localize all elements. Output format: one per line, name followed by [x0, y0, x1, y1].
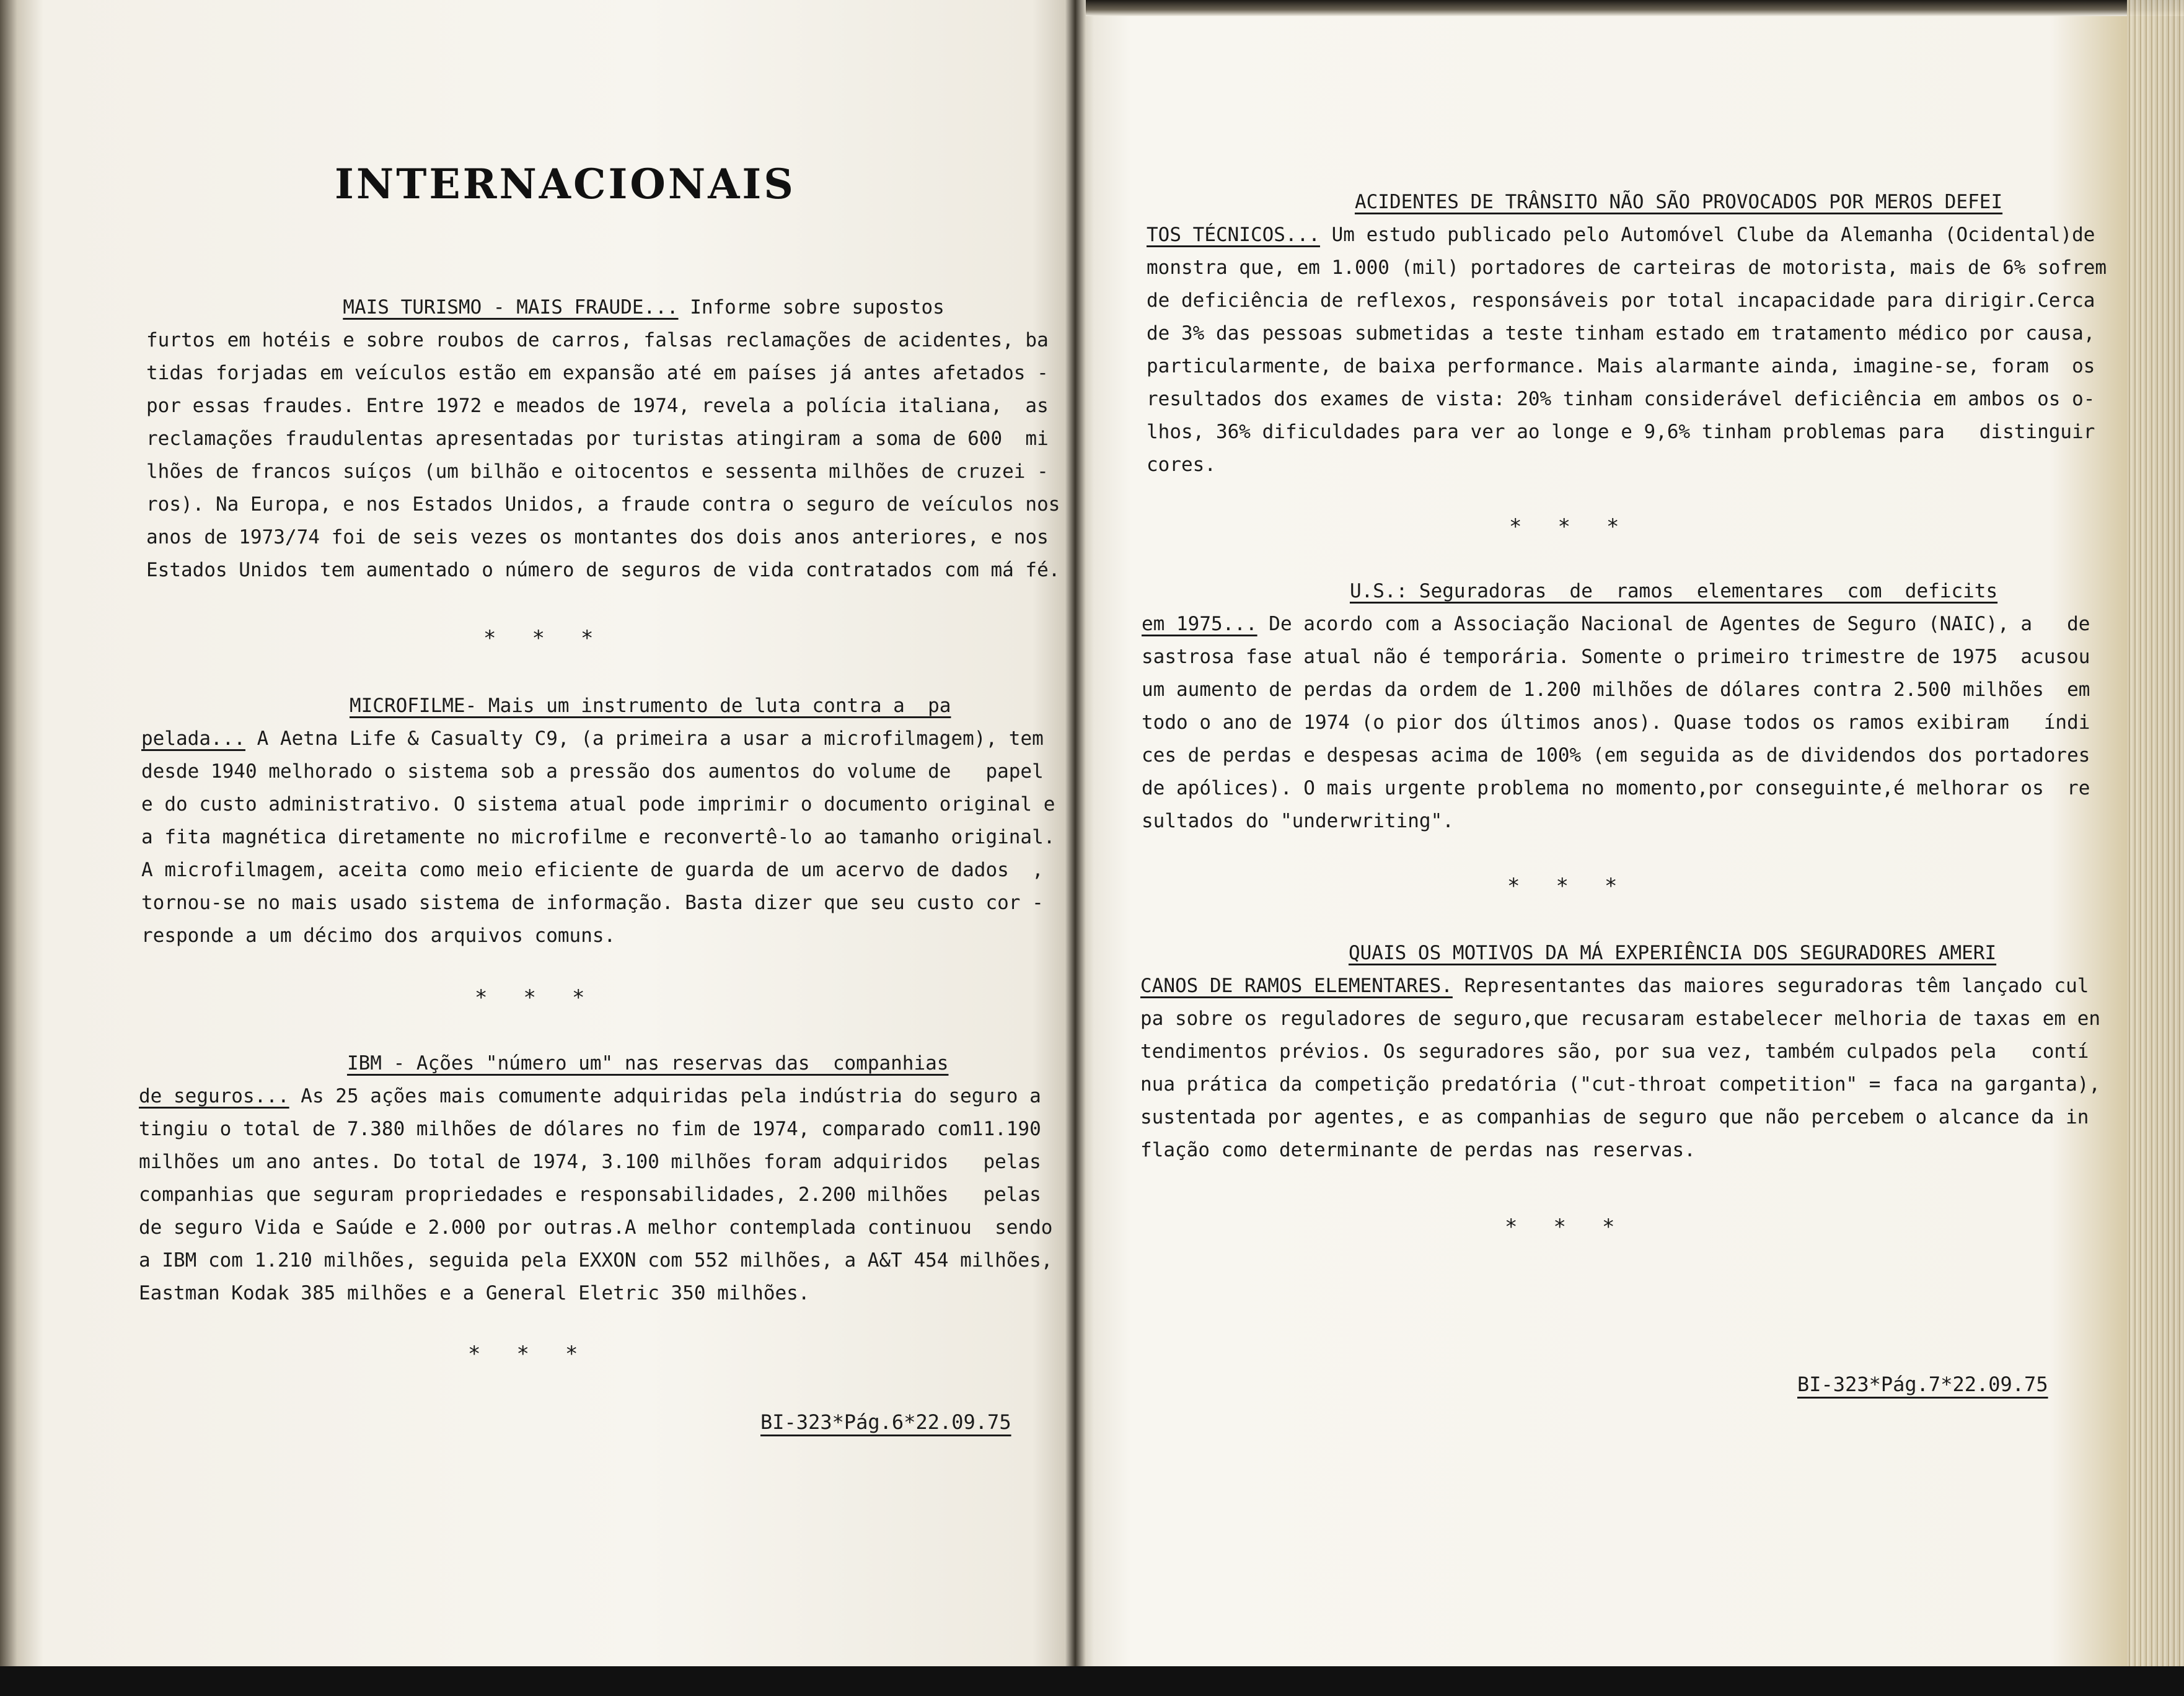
article-text: sustentada por agentes, e as companhias de seguro que não percebem o alcance da in — [1140, 1106, 2089, 1128]
article-text: tidas forjadas em veículos estão em expansão até em países já antes afetados - — [146, 362, 1049, 384]
article-text: todo o ano de 1974 (o pior dos últimos anos). Quase todos os ramos exibiram índi — [1142, 711, 2090, 734]
text-line — [1147, 416, 2107, 449]
article-text: reclamações fraudulentas apresentadas por turistas atingiram a soma de 600 mi — [146, 428, 1049, 450]
text-line — [1140, 937, 2100, 970]
article-text: a IBM com 1.210 milhões, seguida pela EXXON com 552 milhões, a A&T 454 milhões, — [139, 1249, 1053, 1272]
article-ibm — [139, 1047, 1052, 1310]
article-text: a fita magnética diretamente no microfilme e reconvertê-lo ao tamanho original. — [141, 826, 1055, 848]
article-lead-title: MAIS TURISMO - MAIS FRAUDE... — [343, 296, 679, 319]
text-line — [146, 554, 1060, 587]
text-line — [141, 788, 1055, 821]
article-text: por essas fraudes. Entre 1972 e meados de 1974, revela a polícia italiana, as — [146, 395, 1049, 417]
text-line — [1147, 350, 2107, 383]
text-line — [141, 887, 1055, 920]
article-lead-title: pelada... — [141, 727, 245, 750]
text-line — [139, 1113, 1052, 1146]
text-line — [141, 854, 1055, 887]
text-line — [1142, 641, 2090, 674]
separator-stars: *** — [475, 985, 621, 1010]
article-lead-title: de seguros... — [139, 1085, 289, 1107]
article-text: sastrosa fase atual não é temporária. Somente o primeiro trimestre de 1975 acusou — [1142, 646, 2090, 668]
article-lead-title: ACIDENTES DE TRÂNSITO NÃO SÃO PROVOCADOS POR MEROS DEFEI — [1354, 191, 2003, 213]
article-text: de apólices). O mais urgente problema no momento,por conseguinte,é melhorar os re — [1142, 777, 2090, 799]
article-text: ros). Na Europa, e nos Estados Unidos, a fraude contra o seguro de veículos nos — [146, 493, 1060, 516]
article-text: lhos, 36% dificuldades para ver ao longe e 9,6% tinham problemas para distinguir — [1147, 421, 2095, 443]
article-text: de deficiência de reflexos, responsáveis por total incapacidade para dirigir.Cerca — [1147, 289, 2095, 312]
text-line — [1147, 317, 2107, 350]
text-line — [1147, 449, 2107, 481]
article-text — [1140, 942, 1349, 964]
article-acidentes-transito — [1147, 186, 2107, 481]
article-text — [139, 1052, 347, 1074]
page-bottom-edge — [0, 1666, 2184, 1696]
text-line — [1142, 575, 2090, 608]
article-text: Eastman Kodak 385 milhões e a General Eletric 350 milhões. — [139, 1282, 810, 1304]
article-text: particularmente, de baixa performance. Mais alarmante ainda, imagine-se, foram os — [1147, 355, 2095, 377]
article-text — [146, 296, 343, 319]
text-line — [139, 1146, 1052, 1179]
text-line — [139, 1179, 1052, 1211]
text-line — [1147, 383, 2107, 416]
page-top-edge — [1086, 0, 2184, 16]
article-text: milhões um ano antes. Do total de 1974, 3.100 milhões foram adquiridos pelas — [139, 1151, 1041, 1173]
text-line — [1147, 186, 2107, 219]
text-line — [1140, 1035, 2100, 1068]
article-text: Informe sobre supostos — [678, 296, 944, 319]
text-line — [1142, 608, 2090, 641]
article-text: resultados dos exames de vista: 20% tinham considerável deficiência em ambos os o- — [1147, 388, 2095, 410]
article-text — [141, 695, 350, 717]
article-seguradoras-deficits — [1142, 575, 2090, 838]
article-text — [1147, 191, 1355, 213]
article-text: Representantes das maiores seguradoras têm lançado cul — [1452, 975, 2089, 997]
article-lead-title: CANOS DE RAMOS ELEMENTARES. — [1140, 975, 1453, 997]
text-line — [1142, 674, 2090, 706]
text-line — [146, 423, 1060, 455]
text-line — [146, 390, 1060, 423]
article-text: De acordo com a Associação Nacional de Agentes de Seguro (NAIC), a de — [1257, 613, 2090, 635]
section-heading: INTERNACIONAIS — [335, 160, 796, 208]
article-motivos-experiencia — [1140, 937, 2100, 1167]
article-text: Estados Unidos tem aumentado o número de seguros de vida contratados com má fé. — [146, 559, 1060, 581]
article-text: sultados do "underwriting". — [1142, 810, 1454, 832]
article-text: tingiu o total de 7.380 milhões de dólares no fim de 1974, comparado com11.190 — [139, 1118, 1041, 1140]
text-line — [1142, 739, 2090, 772]
text-line — [146, 488, 1060, 521]
article-text: flação como determinante de perdas nas reservas. — [1140, 1139, 1696, 1161]
article-lead-title: MICROFILME- Mais um instrumento de luta contra a pa — [349, 695, 951, 717]
text-line — [146, 291, 1060, 324]
text-line — [141, 755, 1055, 788]
text-line — [1142, 706, 2090, 739]
text-line — [139, 1211, 1052, 1244]
article-text: responde a um décimo dos arquivos comuns. — [141, 925, 616, 947]
article-lead-title: TOS TÉCNICOS... — [1147, 224, 1320, 246]
article-text: As 25 ações mais comumente adquiridas pela indústria do seguro a — [289, 1085, 1041, 1107]
article-text — [1142, 580, 1350, 602]
text-line — [146, 521, 1060, 554]
article-lead-title: QUAIS OS MOTIVOS DA MÁ EXPERIÊNCIA DOS SEGURADORES AMERI — [1348, 942, 1997, 964]
article-text: tornou-se no mais usado sistema de informação. Basta dizer que seu custo cor - — [141, 892, 1044, 914]
text-line — [1142, 805, 2090, 838]
text-line — [1140, 970, 2100, 1003]
article-text: tendimentos prévios. Os seguradores são, por sua vez, também culpados pela contí — [1140, 1040, 2089, 1063]
article-text: de seguro Vida e Saúde e 2.000 por outras.A melhor contemplada continuou sendo — [139, 1216, 1053, 1239]
separator-stars: *** — [468, 1342, 614, 1366]
page-footer-right: BI-323*Pág.7*22.09.75 — [1797, 1373, 2048, 1396]
separator-stars: *** — [1509, 514, 1655, 539]
text-line — [141, 690, 1055, 723]
article-text: pa sobre os reguladores de seguro,que recusaram estabelecer melhoria de taxas em en — [1140, 1008, 2101, 1030]
text-line — [146, 357, 1060, 390]
text-line — [139, 1047, 1052, 1080]
text-line — [139, 1080, 1052, 1113]
article-text: um aumento de perdas da ordem de 1.200 milhões de dólares contra 2.500 milhões em — [1142, 679, 2090, 701]
article-text: companhias que seguram propriedades e responsabilidades, 2.200 milhões pelas — [139, 1184, 1041, 1206]
text-line — [141, 920, 1055, 952]
article-text: desde 1940 melhorado o sistema sob a pressão dos aumentos do volume de papel — [141, 760, 1044, 783]
article-text: ces de perdas e despesas acima de 100% (em seguida as de dividendos dos portadores — [1142, 744, 2090, 767]
text-line — [1142, 772, 2090, 805]
book-binding — [1065, 0, 1086, 1696]
text-line — [139, 1277, 1052, 1310]
article-text: de 3% das pessoas submetidas a teste tinham estado em tratamento médico por causa, — [1147, 322, 2095, 345]
text-line — [141, 723, 1055, 755]
separator-stars: *** — [1505, 1215, 1651, 1239]
article-lead-title: U.S.: Seguradoras de ramos elementares com deficits — [1349, 580, 1998, 602]
article-text: lhões de francos suíços (um bilhão e oitocentos e sessenta milhões de cruzei - — [146, 460, 1049, 483]
article-text: cores. — [1147, 454, 1216, 476]
page-fore-edge — [2127, 0, 2184, 1696]
article-lead-title: em 1975... — [1142, 613, 1257, 635]
text-line — [1140, 1003, 2100, 1035]
article-lead-title: IBM - Ações "número um" nas reservas das companhias — [346, 1052, 949, 1074]
text-line — [141, 821, 1055, 854]
article-text: Um estudo publicado pelo Automóvel Clube da Alemanha (Ocidental)de — [1319, 224, 2095, 246]
article-text: monstra que, em 1.000 (mil) portadores de carteiras de motorista, mais de 6% sofrem — [1147, 257, 2107, 279]
text-line — [1140, 1134, 2100, 1167]
text-line — [1140, 1101, 2100, 1134]
article-text: anos de 1973/74 foi de seis vezes os montantes dos dois anos anteriores, e nos — [146, 526, 1049, 548]
text-line — [1147, 219, 2107, 252]
article-text: e do custo administrativo. O sistema atual pode imprimir o documento original e — [141, 793, 1055, 815]
text-line — [139, 1244, 1052, 1277]
text-line — [1147, 252, 2107, 284]
article-text: A microfilmagem, aceita como meio eficiente de guarda de um acervo de dados , — [141, 859, 1044, 881]
text-line — [146, 455, 1060, 488]
text-line — [1147, 284, 2107, 317]
article-text: nua prática da competição predatória ("cut-throat competition" = faca na garganta), — [1140, 1073, 2101, 1096]
separator-stars: *** — [483, 626, 630, 651]
article-text: furtos em hotéis e sobre roubos de carros, falsas reclamações de acidentes, ba — [146, 329, 1049, 351]
article-mais-turismo — [146, 291, 1060, 587]
article-text: A Aetna Life & Casualty C9, (a primeira a usar a microfilmagem), tem — [245, 727, 1044, 750]
text-line — [1140, 1068, 2100, 1101]
article-microfilme — [141, 690, 1055, 952]
separator-stars: *** — [1507, 874, 1653, 899]
page-footer-left: BI-323*Pág.6*22.09.75 — [760, 1410, 1011, 1434]
text-line — [146, 324, 1060, 357]
